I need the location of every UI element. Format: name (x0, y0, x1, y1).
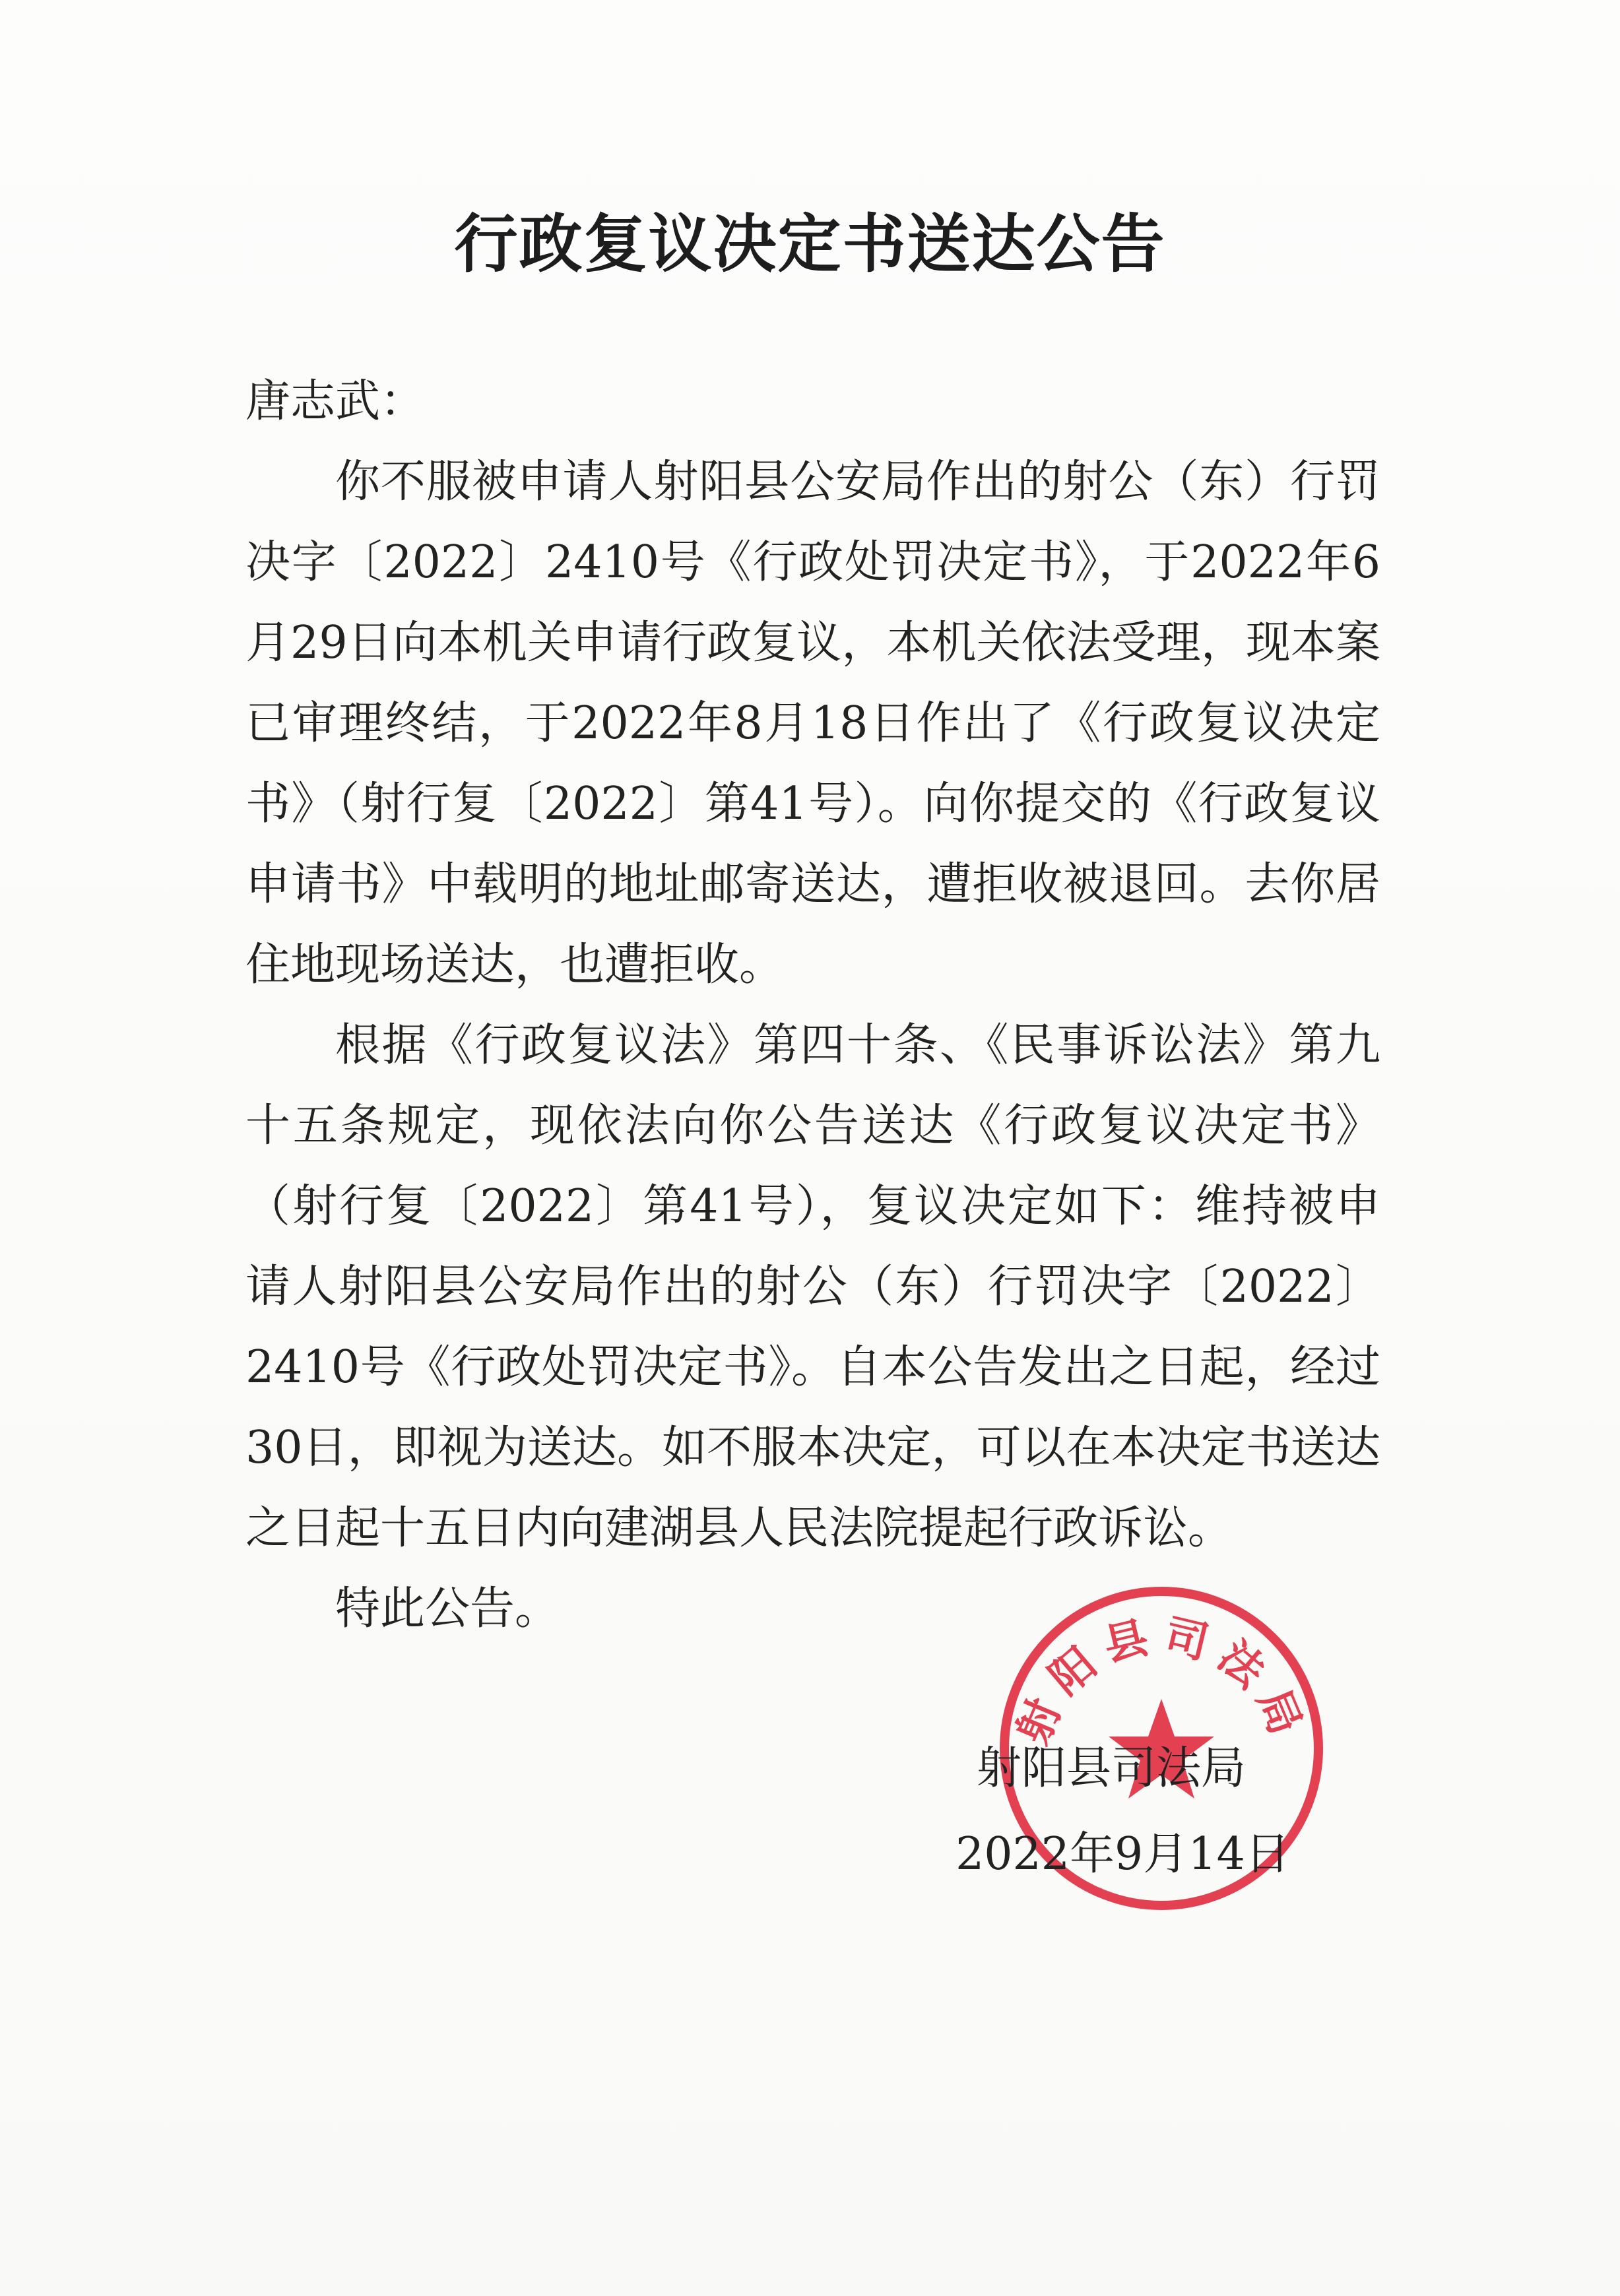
signature-date: 2022年9月14日 (956, 1828, 1290, 1880)
paragraph-2: 根据《行政复议法》第四十条、《民事诉讼法》第九十五条规定，现依法向你公告送达《行政复议决定书》（射行复〔2022〕第41号），复议决定如下：维持被申请人射阳县公安局作出的射公（东）行罚决字〔2022〕2410号《行政处罚决定书》。自本公告发出之日起，经过30日，即视为送达。如不服本决定，可以在本决定书送达之日起十五日内向建湖县人民法院提起行政诉讼。 (245, 1019, 1380, 1554)
document-body (245, 362, 1380, 1649)
salutation: 唐志武： (245, 375, 426, 428)
seal-text: 射阳县司法局 (1006, 1609, 1316, 1752)
signature-issuer: 射阳县司法局 (977, 1742, 1247, 1795)
paragraph-1: 你不服被申请人射阳县公安局作出的射公（东）行罚决字〔2022〕2410号《行政处罚决定书》，于2022年6月29日向本机关申请行政复议，本机关依法受理，现本案已审理终结，于2022年8月18日作出了《行政复议决定书》（射行复〔2022〕第41号）。向你提交的《行政复议申请书》中载明的地址邮寄送达，遭拒收被退回。去你居住地现场送达，也遭拒收。 (245, 456, 1380, 991)
closing-line: 特此公告。 (335, 1583, 560, 1635)
document-title: 行政复议决定书送达公告 (454, 207, 1166, 281)
